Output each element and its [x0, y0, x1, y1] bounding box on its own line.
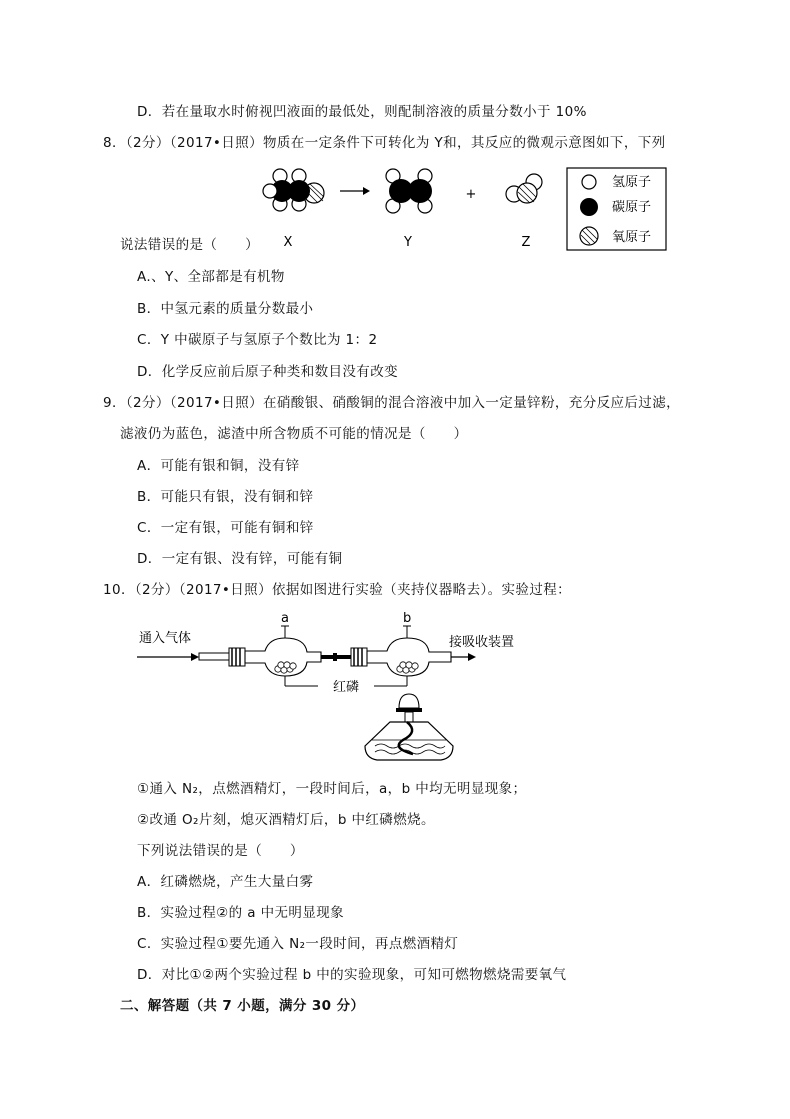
q10-stem: 10．（2分）（2017•日照）依据如图进行实验（夹持仪器略去）。实验过程：: [103, 582, 572, 598]
molecule-x: [263, 169, 324, 211]
heating-vessel: [365, 694, 453, 760]
q8-option-a: A.、Y、全部都是有机物: [137, 269, 285, 285]
label-a: a: [281, 611, 289, 626]
plus-sign: +: [465, 187, 477, 202]
legend-oxygen-label: 氧原子: [612, 230, 652, 245]
q10-apparatus-diagram: [135, 608, 535, 768]
label-y: Y: [404, 235, 412, 250]
q10-option-c: C．实验过程①要先通入 N₂一段时间，再点燃酒精灯: [137, 936, 459, 952]
carbon-atom-icon: [580, 198, 598, 216]
label-b: b: [403, 611, 412, 626]
left-stopper: [229, 648, 245, 666]
q9-option-b: B．可能只有银，没有铜和锌: [137, 489, 314, 505]
outlet-label: 接吸收装置: [449, 635, 515, 650]
q9-stem: 9．（2分）（2017•日照）在硝酸银、硝酸铜的混合溶液中加入一定量锌粉，充分反应后过滤，: [103, 395, 680, 411]
red-phosphorus-label: 红磷: [332, 680, 360, 695]
q10-option-a: A．红磷燃烧，产生大量白雾: [137, 874, 314, 890]
right-stopper: [351, 648, 367, 666]
q8-option-d: D．化学反应前后原子种类和数目没有改变: [137, 364, 398, 380]
molecule-y: [386, 169, 432, 213]
q10-option-b: B．实验过程②的 a 中无明显现象: [137, 905, 345, 921]
q8-stem-cont: 说法错误的是（ ）: [120, 237, 259, 253]
q7-option-d: D．若在量取水时俯视凹液面的最低处，则配制溶液的质量分数小于 10%: [137, 104, 587, 120]
label-z: Z: [521, 235, 531, 250]
oxygen-atom-icon: [580, 227, 598, 245]
q8-option-c: C．Y 中碳原子与氢原子个数比为 1：2: [137, 332, 378, 348]
molecule-z: [506, 174, 542, 203]
q9-option-a: A．可能有银和铜，没有锌: [137, 458, 300, 474]
legend-hydrogen-label: 氢原子: [612, 175, 652, 190]
q8-reaction-diagram: [260, 160, 670, 255]
label-x: X: [283, 235, 293, 250]
hydrogen-atom-icon: [582, 175, 596, 189]
q8-stem: 8．（2分）（2017•日照）物质在一定条件下可转化为 Y和，其反应的微观示意图如下，下列: [103, 135, 666, 151]
q10-step1: ①通入 N₂，点燃酒精灯，一段时间后，a，b 中均无明显现象；: [137, 781, 527, 797]
q10-option-d: D．对比①②两个实验过程 b 中的实验现象，可知可燃物燃烧需要氧气: [137, 967, 567, 983]
q9-stem-cont: 滤液仍为蓝色，滤渣中所含物质不可能的情况是（ ）: [120, 426, 468, 442]
inlet-label: 通入气体: [139, 631, 192, 646]
q8-option-b: B．中氢元素的质量分数最小: [137, 301, 314, 317]
q10-step2: ②改通 O₂片刻，熄灭酒精灯后，b 中红磷燃烧。: [137, 812, 435, 828]
section2-heading: 二、解答题（共 7 小题，满分 30 分）: [120, 998, 365, 1014]
tube-a: [245, 626, 321, 676]
q10-ask: 下列说法错误的是（ ）: [137, 843, 304, 859]
tube-b: [367, 626, 451, 676]
q9-option-d: D．一定有银、没有锌，可能有铜: [137, 551, 343, 567]
q9-option-c: C．一定有银，可能有铜和锌: [137, 520, 314, 536]
legend-carbon-label: 碳原子: [612, 200, 652, 215]
